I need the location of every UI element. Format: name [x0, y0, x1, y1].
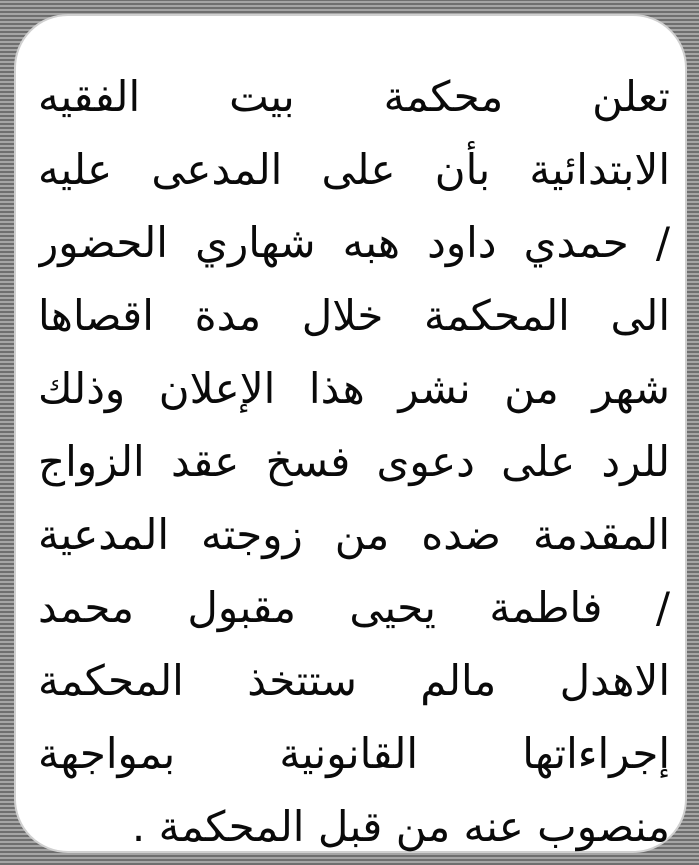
notice-line-10: إجراءاتها القانونية بمواجهة: [38, 729, 670, 778]
notice-line-2: الابتدائية بأن على المدعى عليه: [38, 145, 670, 194]
notice-line-8: / فاطمة يحيى مقبول محمد: [38, 583, 670, 632]
notice-line-9: الاهدل مالم ستتخذ المحكمة: [38, 656, 670, 705]
notice-line-1: تعلن محكمة بيت الفقيه: [38, 72, 670, 121]
notice-line-5: شهر من نشر هذا الإعلان وذلك: [38, 364, 670, 413]
notice-line-3: / حمدي داود هبه شهاري الحضور: [38, 218, 670, 267]
notice-line-4: الى المحكمة خلال مدة اقصاها: [38, 291, 670, 340]
notice-body: [38, 60, 670, 863]
notice-line-6: للرد على دعوى فسخ عقد الزواج: [38, 437, 670, 486]
notice-line-11: منصوب عنه من قبل المحكمة .: [131, 802, 670, 851]
notice-line-7: المقدمة ضده من زوجته المدعية: [38, 510, 670, 559]
